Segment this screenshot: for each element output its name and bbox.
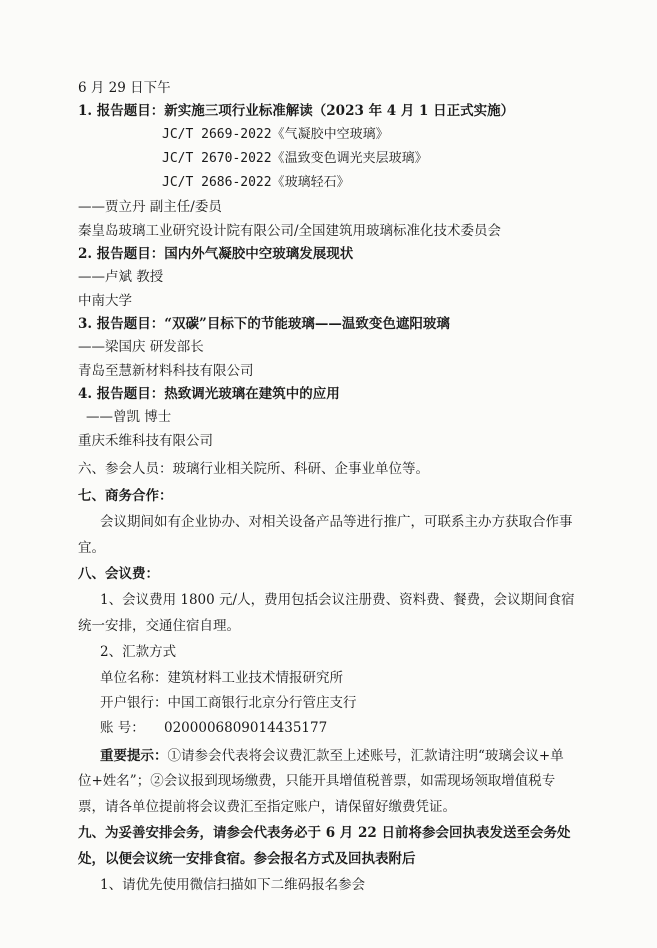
remit-account <box>100 717 609 739</box>
account-number: 0200006809014435177 <box>164 720 328 736</box>
standard-1: JC/T 2669-2022《气凝胶中空玻璃》 <box>162 127 389 142</box>
report-1-heading: 1. 报告题目：新实施三项行业标准解读（2023 年 4 月 1 日正式实施） <box>78 103 515 119</box>
section-8-title: 八、会议费： <box>78 566 159 582</box>
date-line: 6 月 29 日下午 <box>78 80 171 96</box>
report-2-org: 中南大学 <box>78 293 132 309</box>
account-label: 账 号： <box>100 720 145 736</box>
report-3-speaker: ——梁国庆 研发部长 <box>78 339 204 355</box>
notice-label: 重要提示： <box>100 748 168 764</box>
report-4-heading: 4. 报告题目：热致调光玻璃在建筑中的应用 <box>78 386 340 402</box>
standard-2: JC/T 2670-2022《温致变色调光夹层玻璃》 <box>162 151 428 166</box>
report-3-org: 青岛至慧新材料科技有限公司 <box>78 363 254 379</box>
report-2-speaker: ——卢斌 教授 <box>78 269 164 285</box>
fee-line-2: 统一安排，交通住宿自理。 <box>78 618 240 634</box>
report-4-org: 重庆禾维科技有限公司 <box>78 433 213 449</box>
standard-3: JC/T 2686-2022《玻璃轻石》 <box>162 175 350 190</box>
section-6-participants: 六、参会人员：玻璃行业相关院所、科研、企事业单位等。 <box>78 461 429 477</box>
notice-line-1 <box>100 745 609 767</box>
section-9-line-3: 1、请优先使用微信扫描如下二维码报名参会 <box>100 877 366 893</box>
notice-line-3: 票，请各单位提前将会议费汇至指定账户，请保留好缴费凭证。 <box>78 799 456 815</box>
section-9-line-2: 处，以便会议统一安排食宿。参会报名方式及回执表附后 <box>78 851 416 867</box>
fee-line-1: 1、会议费用 1800 元/人，费用包括会议注册费、资料费、餐费，会议期间食宿 <box>100 592 575 608</box>
report-2-heading: 2. 报告题目：国内外气凝胶中空玻璃发展现状 <box>78 246 354 262</box>
report-1-speaker: ——贾立丹 副主任/委员 <box>78 199 222 215</box>
report-3-heading: 3. 报告题目：“双碳”目标下的节能玻璃——温致变色遮阳玻璃 <box>78 316 450 332</box>
notice-text-1: ①请参会代表将会议费汇款至上述账号，汇款请注明“玻璃会议+单 <box>167 748 564 764</box>
report-1-org: 秦皇岛玻璃工业研究设计院有限公司/全国建筑用玻璃标准化技术委员会 <box>78 223 502 239</box>
section-7-title: 七、商务合作： <box>78 488 173 504</box>
notice-line-2: 位+姓名”；②会议报到现场缴费，只能开具增值税普票，如需现场领取增值税专 <box>78 773 556 789</box>
report-4-speaker: ——曾凯 博士 <box>86 409 172 425</box>
remit-unit: 单位名称：建筑材料工业技术情报研究所 <box>100 670 343 686</box>
remit-bank: 开户银行：中国工商银行北京分行管庄支行 <box>100 695 357 711</box>
section-9-line-1: 九、为妥善安排会务，请参会代表务必于 6 月 22 日前将参会回执表发送至会务处 <box>78 825 571 841</box>
remit-title: 2、汇款方式 <box>100 644 177 660</box>
section-7-text-1: 会议期间如有企业协办、对相关设备产品等进行推广，可联系主办方获取合作事 <box>100 514 573 530</box>
section-7-text-2: 宜。 <box>78 540 105 556</box>
